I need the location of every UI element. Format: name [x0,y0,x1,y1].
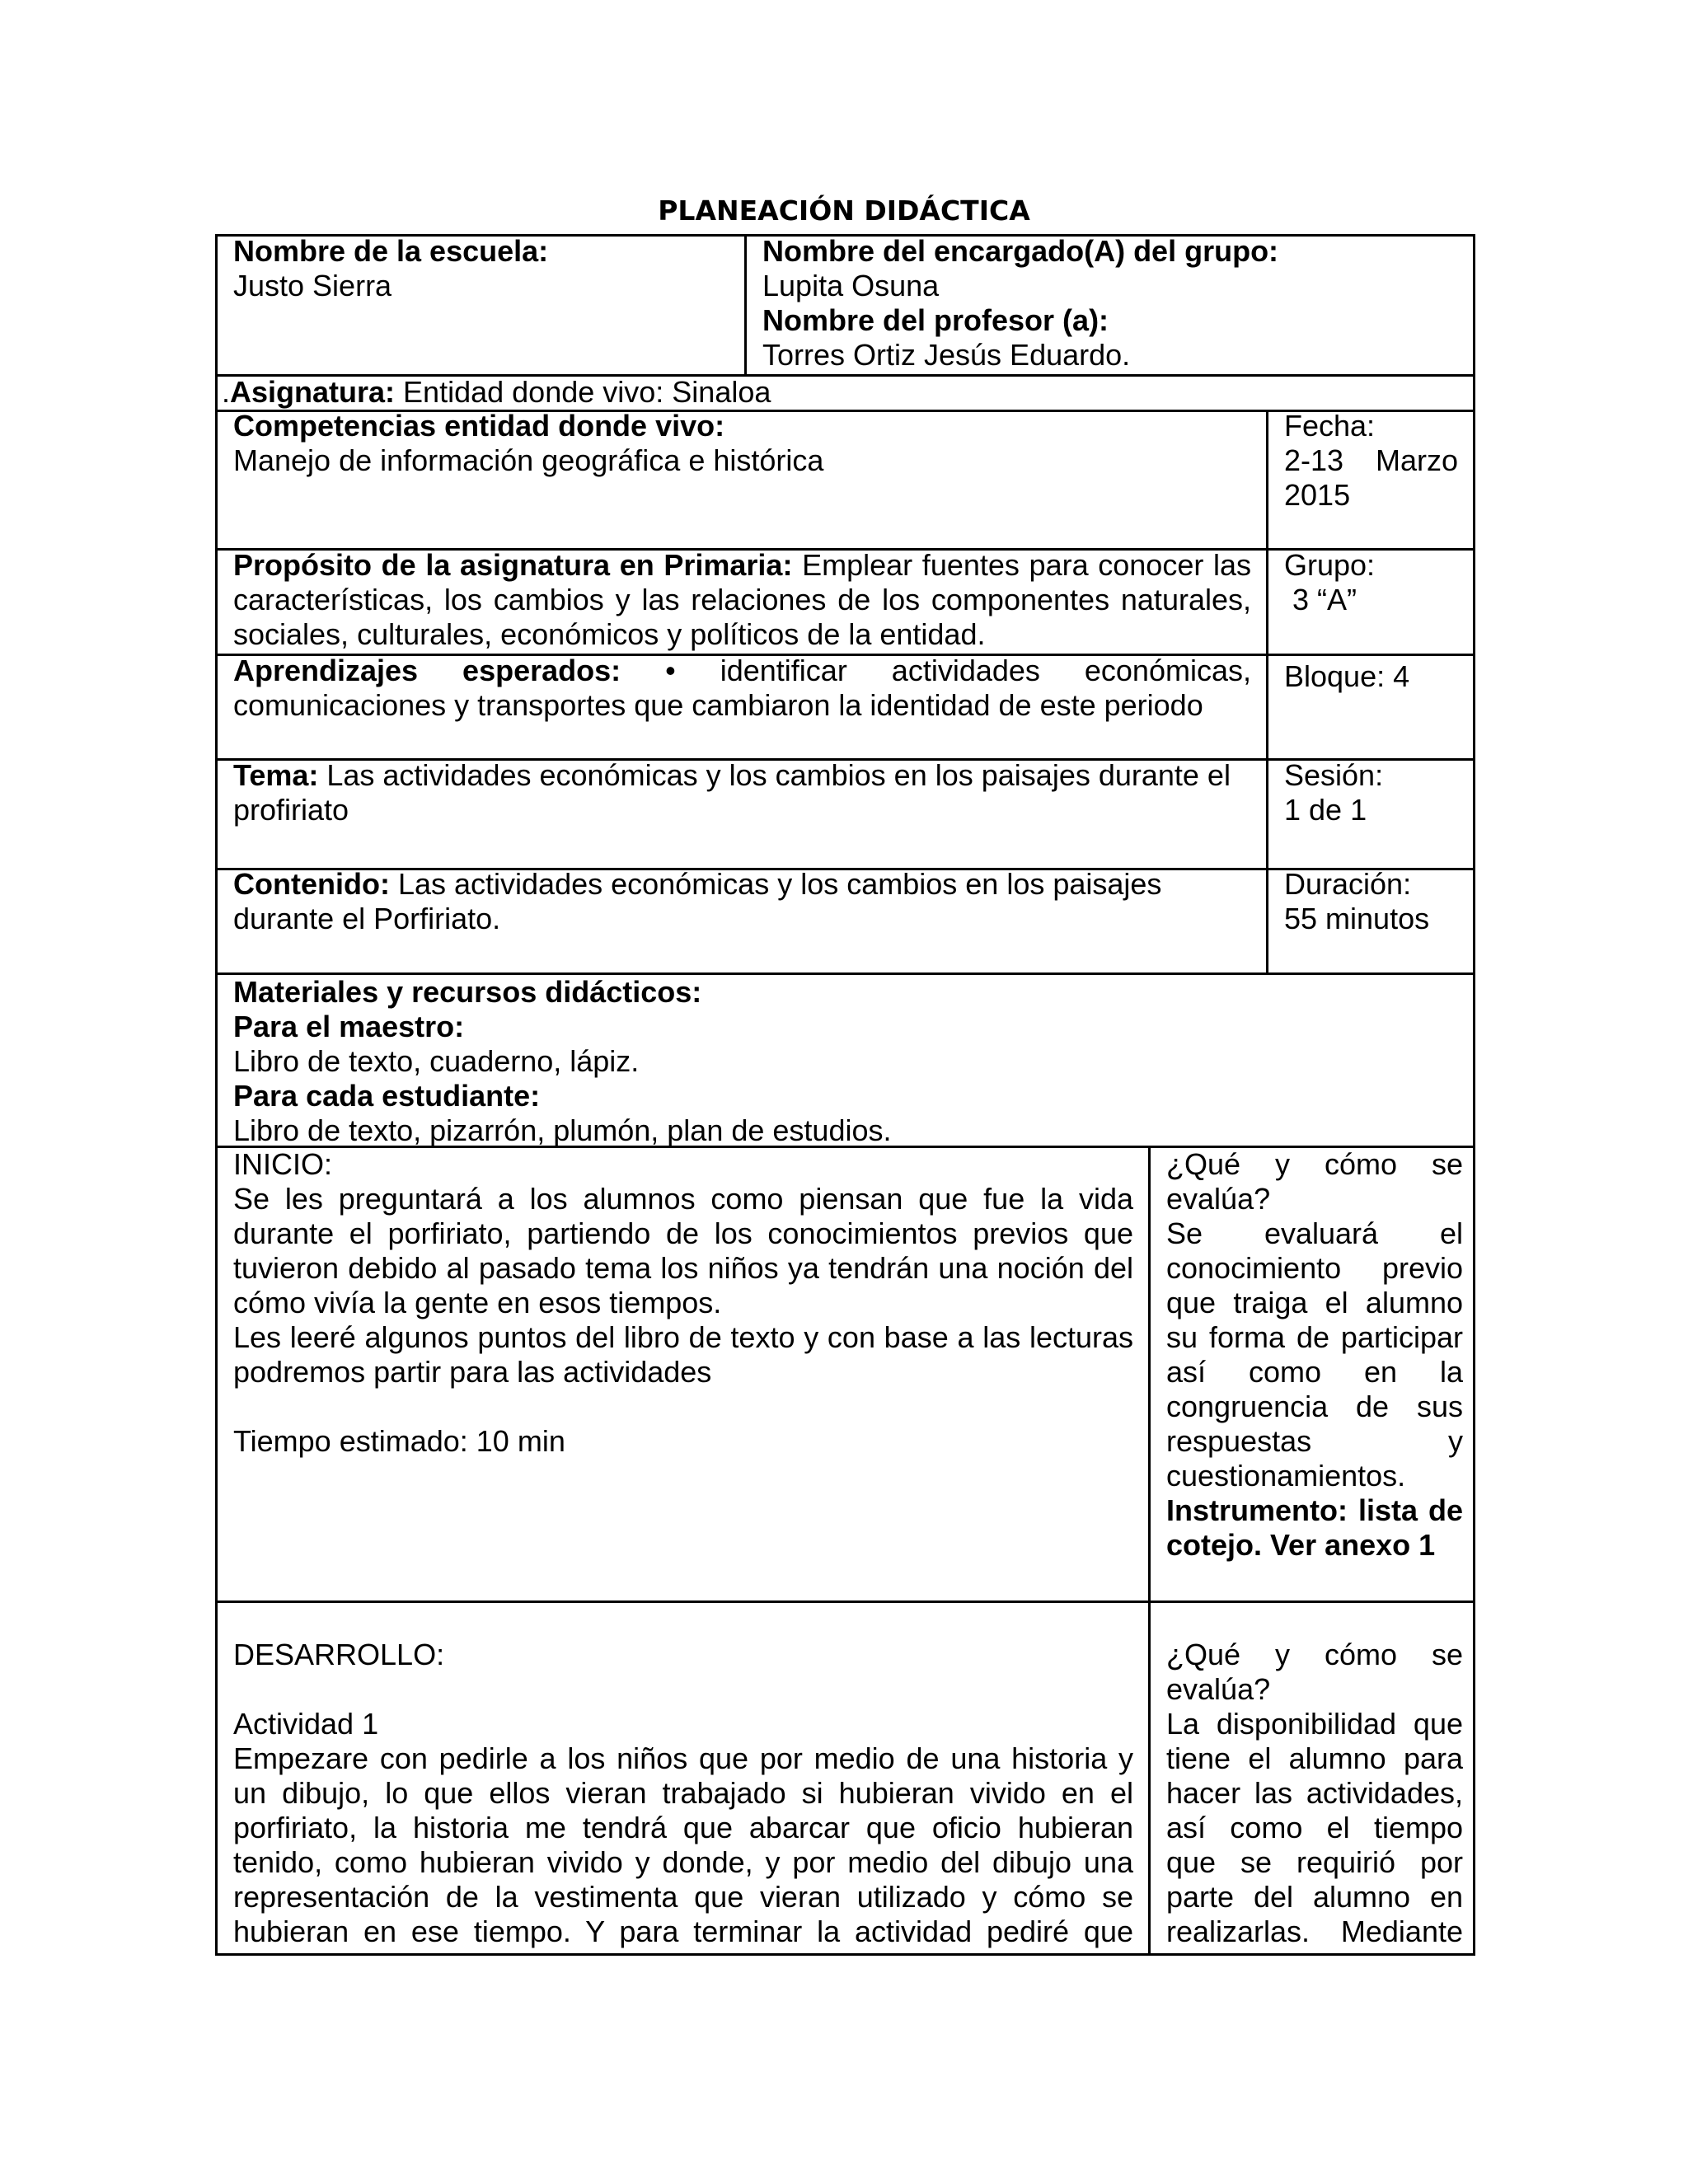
duration-label: Duración: [1284,867,1412,901]
learnings-text: • identificar actividades económicas, comunicaciones y transportes que cambiaron la identidad de este periodo [233,654,1251,722]
subject-value: Entidad donde vivo: Sinaloa [395,375,771,409]
duration-cell [1268,867,1473,972]
inicio-eval-cell [1151,1147,1473,1601]
group-label: Grupo: [1284,548,1376,582]
materials-teacher-label: Para el maestro: [233,1010,465,1043]
subject-label: Asignatura: [230,375,396,409]
purpose-cell [218,548,1266,654]
content-line2: durante el Porfiriato. [233,902,501,935]
desarrollo-eval-question: ¿Qué y cómo se evalúa? [1166,1638,1463,1706]
inicio-heading: INICIO: [233,1147,333,1181]
page-title: PLANEACIÓN DIDÁCTICA [658,194,1030,227]
desarrollo-text: Empezare con pedirle a los niños que por medio de una historia y un dibujo, lo que ellos vieran trabajado si hubieran vivido en el porfiriato, la historia me tendrá que abarcar que oficio hubieran tenido, como hubieran vivido y donde, y por medio del dibujo una representación de la vestimenta que vieran utilizado y cómo se hubieran en ese tiempo. Y para terminar la actividad pediré que [233,1741,1133,1948]
date-cell [1268,409,1473,548]
desarrollo-heading: DESARROLLO: [233,1638,445,1671]
materials-label: Materiales y recursos didácticos: [233,975,702,1009]
subject-prefix: . [222,375,231,409]
desarrollo-eval-text: La disponibilidad que tiene el alumno para hacer las actividades, así como el tiempo que se requirió por parte del alumno en realizarlas. Mediante [1166,1707,1463,1948]
block-value: Bloque: 4 [1284,659,1410,693]
learnings-cell [218,654,1266,758]
topic-label: Tema: [233,758,319,792]
desarrollo-activity: Actividad 1 [233,1707,379,1741]
school-label: Nombre de la escuela: [233,234,549,268]
group-value: 3 “A” [1284,583,1357,616]
materials-student-items: Libro de texto, pizarrón, plumón, plan de estudios. [233,1113,892,1147]
materials-teacher-items: Libro de texto, cuaderno, lápiz. [233,1044,640,1078]
subject-cell [218,375,1473,410]
inicio-paragraph-2: Les leeré algunos puntos del libro de texto y con base a las lecturas podremos partir para las actividades [233,1320,1133,1389]
materials-cell [218,975,1473,1146]
duration-value: 55 minutos [1284,902,1430,935]
inicio-time: Tiempo estimado: 10 min [233,1424,565,1458]
group-teacher-name: Lupita Osuna [762,269,940,302]
competencies-value: Manejo de información geográfica e histórica [233,443,824,477]
date-days: 2-13 [1284,443,1344,477]
materials-student-label: Para cada estudiante: [233,1079,541,1113]
inicio-cell [218,1147,1148,1601]
content-line1: Las actividades económicas y los cambios en los paisajes [389,867,1162,901]
date-year: 2015 [1284,478,1351,512]
staff-cell [747,234,1473,374]
purpose-text: Emplear fuentes para conocer las características, los cambios y las relaciones de los componentes naturales, sociales, culturales, económicos y políticos de la entidad. [233,548,1252,651]
session-cell [1268,758,1473,868]
topic-text: Las actividades económicas y los cambios en los paisajes durante el profiriato [233,758,1231,827]
competencies-cell [218,409,1266,548]
inicio-eval-instrument: Instrumento: lista de cotejo. Ver anexo 1 [1166,1493,1463,1562]
purpose-label: Propósito de la asignatura en Primaria: [233,548,793,582]
content-cell [218,867,1266,972]
school-name: Justo Sierra [233,269,392,302]
date-month: Marzo [1375,443,1458,477]
desarrollo-eval-cell [1151,1638,1473,1953]
date-label: Fecha: [1284,409,1376,443]
session-value: 1 de 1 [1284,793,1367,827]
professor-label: Nombre del profesor (a): [762,303,1109,337]
block-cell [1268,659,1473,758]
inicio-eval-question: ¿Qué y cómo se evalúa? [1166,1147,1463,1216]
desarrollo-cell [218,1638,1148,1953]
group-cell [1268,548,1473,654]
learnings-label: Aprendizajes esperados: [233,654,621,687]
content-label: Contenido: [233,867,390,901]
topic-cell [218,758,1266,868]
competencies-label: Competencias entidad donde vivo: [233,409,725,443]
group-teacher-label: Nombre del encargado(A) del grupo: [762,234,1279,268]
inicio-paragraph-1: Se les preguntará a los alumnos como piensan que fue la vida durante el porfiriato, partiendo de los conocimientos previos que tuvieron debido al pasado tema los niños ya tendrán una noción del cómo vivía la gente en esos tiempos. [233,1182,1133,1319]
session-label: Sesión: [1284,758,1384,792]
professor-name: Torres Ortiz Jesús Eduardo. [762,338,1131,372]
school-cell [218,234,744,374]
inicio-eval-text: Se evaluará el conocimiento previo que traiga el alumno su forma de participar así como en la congruencia de sus respuestas y cuestionamientos. [1166,1216,1463,1493]
